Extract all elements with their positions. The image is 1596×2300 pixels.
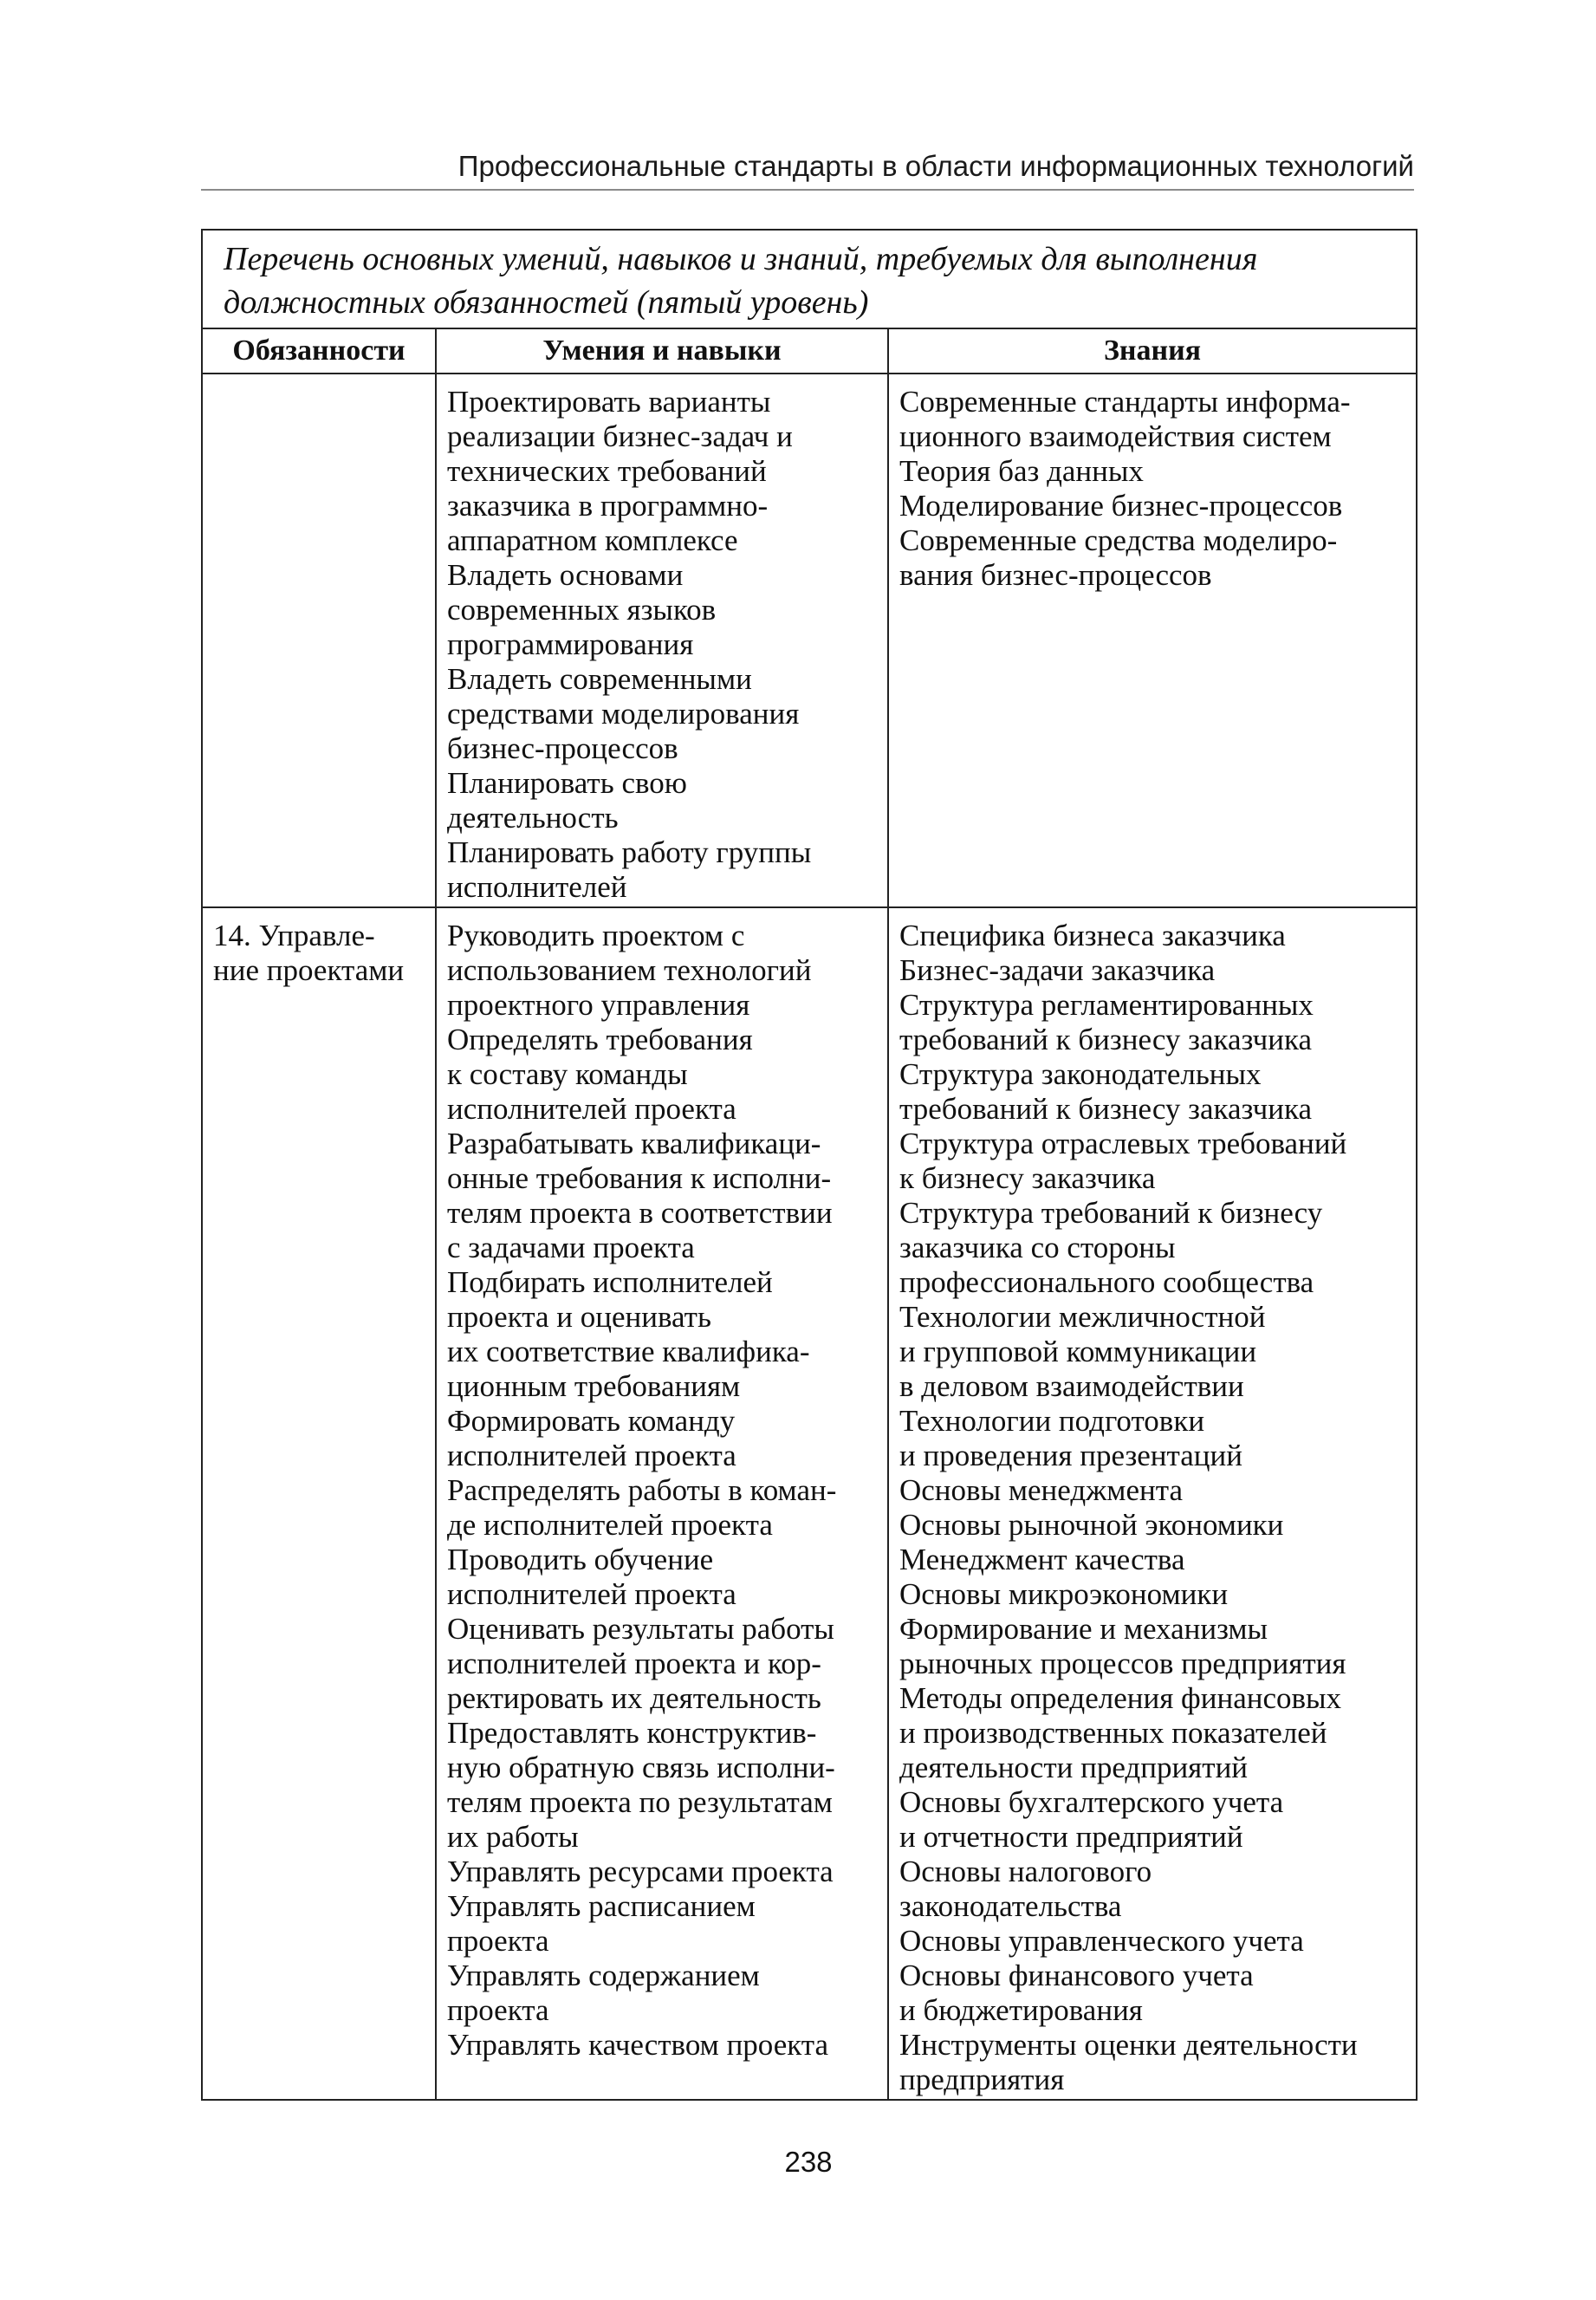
cell-line: законодательства [899,1889,1122,1923]
cell-line: Структура требований к бизнесу [899,1196,1323,1230]
cell-line: Планировать свою [447,766,687,800]
cell-line: деятельности предприятий [899,1751,1249,1784]
cell-line: исполнителей проекта [447,1092,736,1126]
cell-line: Бизнес-задачи заказчика [899,953,1216,987]
cell-line: Основы менеджмента [899,1473,1183,1507]
cell-line: Владеть современными [447,662,752,696]
duty-cell [202,907,436,2100]
cell-line: Управлять расписанием [447,1889,756,1923]
cell-line: требований к бизнесу заказчика [899,1023,1313,1056]
cell-line: профессионального сообщества [899,1265,1314,1299]
cell-line: к бизнесу заказчика [899,1161,1156,1195]
cell-line: их работы [447,1820,579,1854]
cell-line: Основы финансового учета [899,1959,1254,1992]
cell-line: Основы бухгалтерского учета [899,1785,1284,1819]
cell-line: проекта [447,1993,549,2027]
cell-line: использованием технологий [447,953,812,987]
cell-line: с задачами проекта [447,1231,695,1264]
cell-line: Методы определения финансовых [899,1681,1342,1715]
cell-line: Разрабатывать квалификаци- [447,1127,821,1160]
cell-line: Современные стандарты информа- [899,385,1351,419]
cell-line: Руководить проектом с [447,919,745,952]
cell-line: Современные средства моделиро- [899,523,1338,557]
cell-line: Структура регламентированных [899,988,1314,1022]
duty-cell [202,374,436,907]
cell-line: современных языков [447,593,717,627]
running-header: Профессиональные стандарты в области информационных технологий [457,150,1414,182]
cell-line: ционного взаимодействия систем [899,419,1332,453]
cell-line: Подбирать исполнителей [447,1265,773,1299]
cell-line: бизнес-процессов [447,731,678,765]
cell-line: Структура отраслевых требований [899,1127,1347,1160]
cell-line: де исполнителей проекта [447,1508,773,1542]
cell-line: ную обратную связь исполни- [447,1751,835,1784]
knowledge-cell [888,907,1417,2100]
duties-table [201,229,1418,2101]
cell-line: проекта и оценивать [447,1300,711,1334]
cell-line: их соответствие квалифика- [447,1335,810,1368]
page-number: 238 [784,2146,833,2178]
cell-line: заказчика со стороны [899,1231,1176,1264]
cell-line: исполнителей проекта и кор- [447,1647,821,1680]
cell-line: Структура законодательных [899,1057,1262,1091]
cell-line: Основы рыночной экономики [899,1508,1284,1542]
cell-line: Управлять ресурсами проекта [447,1855,834,1888]
cell-line: Технологии подготовки [899,1404,1205,1438]
cell-line: Основы налогового [899,1855,1152,1888]
cell-line: Владеть основами [447,558,684,592]
cell-line: в деловом взаимодействии [899,1369,1244,1403]
knowledge-cell [888,374,1417,907]
cell-line: проектного управления [447,988,750,1022]
cell-line: Теория баз данных [899,454,1144,488]
cell-line: Инструменты оценки деятельности [899,2028,1358,2062]
caption-line: должностных обязанностей (пятый уровень) [224,284,869,321]
cell-line: Оценивать результаты работы [447,1612,834,1646]
cell-line: Распределять работы в коман- [447,1473,837,1507]
header-rule [201,189,1414,191]
cell-line: деятельность [447,801,619,835]
skills-cell [436,907,888,2100]
cell-line: исполнителей проекта [447,1439,736,1472]
cell-line: предприятия [899,2063,1065,2096]
cell-line: вания бизнес-процессов [899,558,1212,592]
cell-line: аппаратном комплексе [447,523,738,557]
cell-line: и групповой коммуникации [899,1335,1257,1368]
cell-line: и бюджетирования [899,1993,1143,2027]
table-row [202,907,1417,2100]
cell-line: к составу команды [447,1057,688,1091]
cell-line: заказчика в программно- [447,489,769,523]
cell-line: Определять требования [447,1023,753,1056]
cell-line: Моделирование бизнес-процессов [899,489,1343,523]
cell-line: ние проектами [213,953,405,987]
cell-line: проекта [447,1924,549,1958]
cell-line: онные требования к исполни- [447,1161,832,1195]
cell-line: Планировать работу группы [447,835,812,869]
cell-line: Управлять содержанием [447,1959,760,1992]
cell-line: Проектировать варианты [447,385,771,419]
cell-line: технических требований [447,454,767,488]
column-header-duties: Обязанности [202,328,436,374]
cell-line: и производственных показателей [899,1716,1327,1750]
caption-line: Перечень основных умений, навыков и знаний, требуемых для выполнения [224,241,1258,277]
cell-line: Формировать команду [447,1404,736,1438]
caption-row [202,230,1417,328]
cell-line: Основы управленческого учета [899,1924,1304,1958]
cell-line: и проведения презентаций [899,1439,1242,1472]
header-row [202,328,1417,374]
cell-line: и отчетности предприятий [899,1820,1243,1854]
cell-line: ректировать их деятельность [447,1681,821,1715]
table-caption [202,230,1417,328]
cell-line: Менеджмент качества [899,1543,1185,1576]
cell-line: Технологии межличностной [899,1300,1266,1334]
cell-line: 14. Управле- [213,919,375,952]
cell-line: требований к бизнесу заказчика [899,1092,1313,1126]
cell-line: исполнителей [447,870,627,904]
cell-line: ционным требованиям [447,1369,741,1403]
cell-line: телям проекта в соответствии [447,1196,833,1230]
cell-line: Управлять качеством проекта [447,2028,829,2062]
cell-line: Специфика бизнеса заказчика [899,919,1286,952]
skills-cell [436,374,888,907]
cell-line: рыночных процессов предприятия [899,1647,1346,1680]
table-row [202,374,1417,907]
cell-line: Предоставлять конструктив- [447,1716,817,1750]
table-container [201,229,1416,2101]
cell-line: Основы микроэкономики [899,1577,1229,1611]
cell-line: Формирование и механизмы [899,1612,1268,1646]
cell-line: реализации бизнес-задач и [447,419,793,453]
cell-line: средствами моделирования [447,697,800,731]
cell-line: исполнителей проекта [447,1577,736,1611]
column-header-knowledge: Знания [888,328,1417,374]
cell-line: программирования [447,627,694,661]
column-header-skills: Умения и навыки [436,328,888,374]
cell-line: телям проекта по результатам [447,1785,833,1819]
cell-line: Проводить обучение [447,1543,714,1576]
